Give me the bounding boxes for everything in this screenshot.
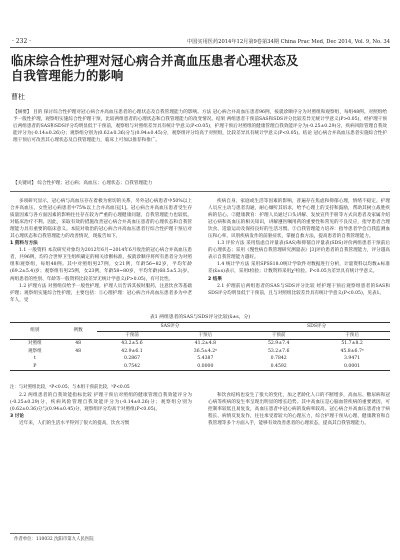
table-subheader: 干预后 [167, 331, 243, 340]
table-cell: P [10, 363, 60, 371]
section-divider [10, 191, 390, 192]
table-cell: 43.2±5.6 [121, 341, 143, 346]
table-header-group: 组别 [10, 323, 60, 340]
table-header-sas: SAS评分 [97, 323, 244, 332]
table-cell: 0.2867 [123, 356, 141, 361]
paragraph: 1.4 统计学方法 采用SPSS18.0统计学软件对数据进行分析，计量资料以均数±标准差(x̄±s)表示，采用t检验；计数资料采用χ²检验。P<0.05为差异具有统计学意义。 [208, 262, 390, 275]
paragraph: 2.1 护理前后两组患者的SAS与SDS评分比较 经护理干预后观察组患者的SAS和SDS评分均明显低于干预前，且与对照组比较差异具有统计学意义(P<0.05)，见表1。 [208, 283, 390, 296]
table-header-n: 例数 [60, 323, 97, 340]
paragraph: 2.2 两组患者的自我效能指标比较 护理干预后对照组的健康管理自我效能评分为(-0.25±0.29)分，疾病风险管理自我效能评分为(-0.14±0.26)分；观察组分别为(0.62±0.36)分与(0.94±0.45)分，观察组评分均高于对照组(P<0.05)。 [10, 393, 192, 413]
article-title-line: 自我管理能力的影响 [11, 69, 124, 83]
table-header-sds: SDS评分 [243, 323, 390, 332]
table-cell: 0.0000 [167, 363, 243, 371]
table-cell [60, 363, 97, 371]
paragraph: 疾病自身、家庭或生活等因素的影响，普遍存在焦虑和抑郁心理，情绪不稳定。护理人员应主动与患者沟通，耐心倾听其诉求，给予心理上的支持和鼓励，帮助其树立战胜疾病的信心。②健康教育：护理人员通过口头讲解、发放宣传手册等方式向患者及家属介绍冠心病和高血压的相关知识，讲解遵医嘱用药的重要性和常见的不良反应，指导患者合理饮食、适量运动及保持良好的生活习惯。③自我管理能力培养：指导患者学会自我监测血压和心率，识别疾病发作的前驱症状，掌握自救方法，提高患者的自我管理能力。 [208, 199, 390, 240]
table-cell: 42.9±6.1 [121, 348, 143, 354]
table-row [10, 348, 390, 356]
article-title-line: 临床综合性护理对冠心病合并高血压患者心理状态及 [11, 54, 299, 68]
table-cell: 对照组 [27, 341, 42, 346]
body-column-left-lower [10, 392, 192, 530]
table-cell: 45.8±6.7ᵃ [340, 348, 364, 354]
paragraph: 1.3 评价方法 采用焦虑自评量表(SAS)和抑郁自评量表(SDS)评价两组患者干预前后的心理状态；采用《慢性病自我管理研究测量表》[3]评价患者的自我管理能力，评分越高表示自我管理能力越好。 [208, 241, 390, 261]
paragraph: 1.1 一般资料 本次研究对象均为2012年6月~2014年6月收治的冠心病合并高血压患者，共96例，均符合世界卫生组织确定的相关诊断标准，按就诊顺序将所有患者分为对照组和观察组，每组48例。其中对照组男27例，女21例，年龄56~82岁，平均年龄(69.2±5.4)岁；观察组有男25例，女23例，年龄58~80岁，平均年龄(68.5±5.3)岁。两组患者的性别、年龄等一般资料比较差异无统计学意义(P>0.05)，有可比性。 [10, 248, 192, 282]
table-subheader: 干预后 [314, 331, 390, 340]
body-column-right [208, 198, 390, 310]
table-cell: 0.7842 [270, 356, 287, 361]
author: 曹杜 [11, 93, 25, 101]
table-subheader: 干预前 [243, 331, 314, 340]
table-cell [60, 355, 97, 363]
table-cell: 51.7±8.2 [341, 341, 363, 346]
table-cell: 41.2±4.8 [194, 341, 217, 346]
paragraph: 近年来，人们的生活水平得到了很大的提高，饮食习惯 [19, 421, 130, 427]
section-heading: 1 资料与方法 [10, 241, 38, 247]
table-note: 注：与对照组比较，ᵃP<0.05；与本组干预前比较，ᵇP<0.05 [10, 385, 130, 390]
table-cell: 0.4592 [243, 363, 314, 371]
table-cell: 48 [75, 341, 82, 346]
table-row [10, 363, 390, 371]
table-cell: 3.9471 [344, 356, 361, 361]
keywords: 【关键词】 综合性护理；冠心病；高血压；心理状态；自我管理能力 [13, 181, 153, 186]
section-heading: 2 结果 [208, 276, 222, 282]
abstract: 【摘要】 目的 探讨综合性护理对冠心病合并高血压患者的心理状态及自我管理能力的影响。方法 冠心病合并高血压患者96例，按就诊顺序分为对照组和观察组，每组48例。对照组给予一般性护理，观察组实施综合性护理干预，比较两组患者的心理状态和自我管理能力的改变情况。结果 两组患者干预前SAS和SDS评分比较差异无统计学意义(P>0.05)，经护理干预后两组患者的SAS和SDS评分均明显低于干预前，观察组与对照组差异具有统计学意义(P<0.05)，护理干预后对照组的健康管理自我效能评分为(-0.25±0.29)分，疾病风险管理自我效能评分为(-0.14±0.26)分；观察组分别为(0.62±0.36)分与(0.94±0.45)分，观察组评分均高于对照组，比较差异具有统计学意义(P<0.05)。结论 冠心病合并高血压患者实施综合性护理干预后可改善其心理状态及自我管理能力，临床上可加以推荐和推广。 [13, 110, 387, 144]
section-heading: 3 讨论 [10, 414, 24, 420]
table-row [10, 355, 390, 363]
table-subheader: 干预前 [97, 331, 168, 340]
table-cell: 观察组 [27, 348, 42, 354]
table-caption: 表1 两组患者的SAS与SDS评分比较(x̄±s，分) [149, 315, 251, 320]
body-column-left [10, 198, 192, 310]
table-cell: 53.2±7.6 [268, 348, 290, 354]
table-cell: 0.0001 [314, 363, 390, 371]
table-cell: t [33, 356, 36, 361]
footnote-divider [10, 533, 80, 534]
table-cell: 5.4387 [197, 356, 214, 361]
results-table [10, 322, 390, 371]
table-cell: 36.5±4.2ᵃ [193, 348, 217, 354]
body-column-right-lower [208, 392, 390, 552]
paragraph: 1.2 护理方法 对照组仅给予一般性护理，护理人员告诉其按时服药，注意饮食等基础护理；观察组实施综合性护理，主要包括：①心理护理：冠心病合并高血压患者多为中老年人，受 [10, 283, 192, 303]
table-row [10, 340, 390, 348]
table-cell: 48 [75, 348, 82, 354]
table-cell: 0.7542 [97, 363, 168, 371]
page-number: · 232 · [12, 38, 32, 45]
running-header [10, 37, 390, 48]
footnote: 作者单位：110032 沈阳市第九人民医院 [14, 537, 94, 542]
article-title [11, 54, 391, 84]
table-cell: 52.9±7.4 [268, 341, 290, 346]
paragraph: 和饮食结构也发生了很大的变化，加之老龄化人口的不断增多，高血压、糖尿病和冠心病等疾病的发生率呈现出明显的增长趋势。其中高血压是心脑血管疾病的重要诱因，可控制率较低且易复发，高血压患者中冠心病的发病率较高。冠心病合并高血压患者由于病程长、病情反复发作，往往承受着较大的心理压力，综合护理干预从心理、健康教育和自我管理等多个方面入手，能够有效改善患者的心理状态，提高其自我管理能力。 [208, 393, 390, 427]
paragraph: 多项研究显示，冠心病与高血压存在着极为密切的关系，另外冠心病患者中50%以上合并高血压，女性冠心病患者中75%以上合并高血压[1]。冠心病合并高血压患者受生存质量因素与各方面因素的影响往往存在较为严重的心理健康问题，自我管理能力也较低，对临床治疗不利。因此，采取有效的措施改善冠心病合并高血压患者的心理状态和自我管理能力具有重要的临床意义。本院对收治的冠心病合并高血压患者行综合性护理干预后对其心理状态和自我管理能力的改善情况，现报告如下。 [10, 199, 192, 240]
journal-info: 中国实用医药2014年12月第9卷第34期 China Prac Med, Dec 2014, Vol. 9, No. 34 [187, 39, 390, 45]
